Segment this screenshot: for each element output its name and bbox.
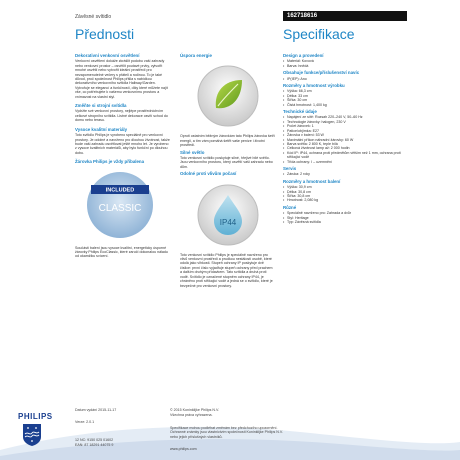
spec-item: • Počet žárovek: 1 (283, 124, 408, 128)
feature-text: Toto svítidlo Philips je vyrobeno speciálně pro venkovní prostory. Je odolné a navrženo pro dlouhou životnost, takže bude vaši zahradu osvětlovat ještě mnoho let. Je vyrobeno z vysoce kvalitních materiálů, aby bylo funkční po dlouhou dobu. (75, 133, 170, 155)
feature-title: Dekorativní venkovní osvětlení (75, 53, 140, 58)
feature-text: Součástí balení jsou vysoce kvalitní, energeticky úsporné žárovky Philips EcoClassic, které zaručí dokonalou náladu od okamžiku svícení. (75, 245, 168, 259)
spec-item: • Výška: 30,9 cm (283, 185, 408, 189)
spec-item: • Typ: Závěsná svítidla (283, 220, 408, 224)
feature-text: Toto venkovní svítidlo Philips je speciálně navrženo pro vlivů venkovní prostředí a prudkou nestálostí osobě, které odolá jako vlhkosti. Stupeň ochrany IP poskytuje dvě číslice: první číslo vyjadřuje stupeň ochrany před prachem a dalším druhým přídavkem. Tato svítidla a druhá proti vodě. Svítidlo je označené stupněm ochrany IP44, je chráněno proti stříkající vodě a jedná se o svítidlo, které je bezpečné pro venkovní prostory. (180, 252, 273, 288)
feature-block (75, 104, 170, 123)
feature-block (75, 128, 170, 155)
spec-item: • Šířka: 30 cm (283, 98, 408, 102)
feature-block (75, 54, 170, 99)
spec-section-title: Obsahuje funkce/příslušenství navíc (283, 70, 360, 76)
spec-item: • Napájení ze sítě: Rozsah 220–240 V, 50–60 Hz (283, 115, 408, 119)
badge-top-label: INCLUDED (105, 187, 135, 194)
spec-section (283, 180, 408, 203)
spec-section (283, 54, 408, 68)
feature-title: Vysoce kvalitní materiály (75, 126, 128, 132)
highlights-column-1 (75, 52, 170, 262)
feature-title: Úspora energie (180, 53, 212, 58)
spec-section-title: Design a provedení (283, 53, 324, 58)
feature-text: Vydržte své venkovní prostory, nejlépe prostředníchvím celkové stropního svítidla. Listné dekorace osvítí schod do domu nebo terasu. (75, 109, 168, 123)
spec-section (283, 167, 408, 177)
feature-text: Venkovní osvětlení dokáže zkrášlit podobu vaší zahrady nebo venkovní prostor – osvětlit poutavé prvky, vytvořit mnohé osvětlí nebo vytvořit ideální prostředí pro nezapomenutelné večery s přáteli a rodinou. To je také důvod, proč společnost Philips přišla s nabídkou dekorativního venkovního svítidla Hallway/Garden. Vytvořuje se elegancí a funkčností, díky které můžete najít vše, co potřebujete k vašemu venkovnímu prostoru a vnímavost na vlastní styl. (75, 59, 168, 99)
spec-section (283, 84, 408, 107)
feature-title: Změňte si strojní svítidla (75, 103, 127, 109)
spec-item: • Maximální příkon náhradní žárovky: 60 W (283, 138, 408, 142)
feature-title: Silné světlo (180, 149, 205, 155)
spec-item: • Styl: Heritage (283, 216, 408, 220)
feature-block (75, 160, 170, 164)
spec-item: • Materiál: Kovová (283, 59, 408, 63)
spec-item: • Třída ochrany: I – uzemnění (283, 160, 408, 164)
product-category: Závěsné svítidlo (75, 14, 112, 20)
spec-section (283, 110, 408, 164)
spec-item: • Délka: 30,8 cm (283, 190, 408, 194)
spec-item: • Žárovka v balení: 53 W (283, 133, 408, 137)
feature-text: Oproti ostatním běžným žárovkám tato Philips žárovka šetří energii, a tím vám pomáhá šetřit vaše peníze i životní prostředí. (180, 134, 275, 148)
specifications-column (283, 52, 408, 227)
spec-item: • IP(IEP): Ano (283, 77, 408, 81)
philips-logo: PHILIPS (18, 412, 53, 421)
spec-item: • Šířka: 30,8 cm (283, 194, 408, 198)
spec-item: • Záruka: 2 roky (283, 172, 408, 176)
specifications-heading: Specifikace (283, 26, 355, 42)
spec-item: • Barva: hnědá (283, 64, 408, 68)
highlights-column-2 (180, 52, 275, 291)
spec-item: • Technologie žárovky: halogen, 230 V (283, 120, 408, 124)
spec-section-title: Různé (283, 204, 297, 210)
spec-item: • Výška: 66,3 cm (283, 89, 408, 93)
included-classic-badge-icon (85, 170, 155, 240)
spec-section-title: Rozměry a hmotnost balení (283, 178, 341, 184)
spec-item: • Hmotnost: 2,080 kg (283, 198, 408, 202)
spec-item: • Celková životnost lamp až: 2 000 hodin (283, 146, 408, 150)
feature-title: Odolné proti vlivům počasí (180, 171, 237, 177)
spec-section-title: Rozměry a hmotnost výrobku (283, 83, 345, 89)
badge-main-label: CLASSIC (98, 202, 142, 214)
copyright-text: © 2015 Koninklijke Philips N.V. (170, 408, 220, 412)
spec-section (283, 71, 408, 81)
ip44-drop-icon (196, 183, 260, 247)
spec-item: • Délka: 33 cm (283, 94, 408, 98)
version-label: Verze: 2.0.1 (75, 420, 95, 424)
rights-text: Všechna práva vyhrazena. (170, 413, 213, 417)
spec-item: • Čistá hmotnost: 1,400 kg (283, 103, 408, 107)
product-code: 162718616 (283, 11, 407, 21)
philips-shield-icon (22, 423, 42, 447)
feature-text: Toto venkovní svítidlo poskytuje silné, hřejivé bílé světlo. Jsou venkovního prostoru, který osvětlí vaši zahradu nebo dům. (180, 156, 273, 169)
spec-section (283, 206, 408, 225)
website-link[interactable]: www.philips.com (170, 447, 197, 451)
highlights-heading: Přednosti (75, 26, 135, 42)
spec-section-title: Servis (283, 165, 297, 171)
spec-item: • Barva světla: 2 800 K, teple bílá (283, 142, 408, 146)
spec-item: • Kód IP: IP44, ochrana proti předmětům větším než 1 mm, ochrana proti stříkající vodě (283, 151, 408, 160)
issue-date: Datum vydání 2015-11-17 (75, 408, 117, 412)
spec-item: • Patice/objímka: E27 (283, 129, 408, 133)
ean-code: EAN: 87 18291 44075 9 (75, 443, 114, 447)
disclaimer-text: Specifikace mohou podléhat změnám bez předchozího upozornění. Ochranné známky jsou vlastnictvím společnosti Koninklijke Philips N.V. nebo jejich příslušných vlastníků. (170, 426, 283, 439)
energy-leaf-icon (196, 64, 260, 128)
ip-rating-label: IP44 (219, 217, 237, 227)
feature-title: Žárovka Philips je vždy přibalena (75, 159, 145, 165)
spec-section-title: Technické údaje (283, 109, 317, 115)
nc-code: 12 NC: 9150 025 01602 (75, 438, 114, 442)
spec-item: • Speciálně navrženo pro: Zahrada a dvůr (283, 211, 408, 215)
